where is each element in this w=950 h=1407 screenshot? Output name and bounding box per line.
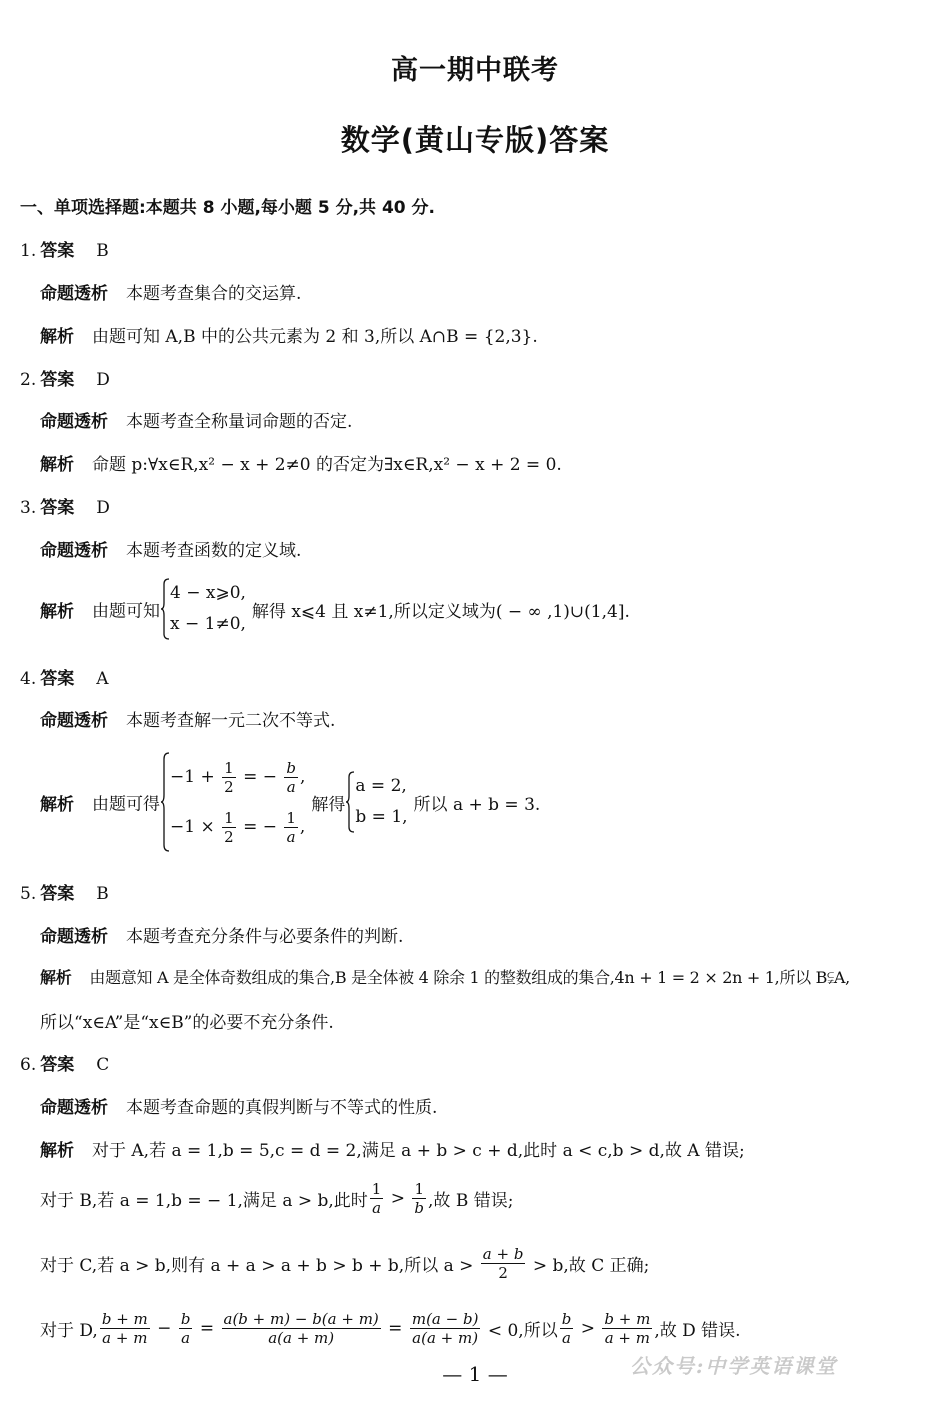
- answer-label: 答案: [40, 498, 75, 518]
- question-2-analysis: [40, 450, 562, 475]
- brace-icon: [160, 752, 170, 852]
- question-number: 3.: [20, 498, 37, 518]
- insight-text: 本题考查解一元二次不等式.: [126, 711, 336, 731]
- question-2-answer: [20, 365, 110, 390]
- fraction: $\frac{b + m}{a + m}$: [101, 1310, 148, 1347]
- question-6-insight: [40, 1093, 437, 1118]
- answer-label: 答案: [40, 241, 75, 261]
- fraction: $\frac{1}{a}$: [371, 1180, 382, 1217]
- analysis-text: 对于 A,若 a = 1,b = 5,c = d = 2,满足 a + b > c + d,此时 a < c,b > d,故 A 错误;: [92, 1141, 745, 1161]
- analysis-suffix: 解得 x⩽4 且 x≠1,所以定义域为( − ∞ ,1)∪(1,4].: [251, 601, 630, 622]
- insight-text: 本题考查函数的定义域.: [126, 541, 302, 561]
- equation-system: [160, 578, 246, 640]
- question-5-analysis: [40, 965, 850, 988]
- analysis-label: 解析: [40, 1141, 74, 1161]
- fraction: $\frac{a + b}{2}$: [482, 1245, 524, 1282]
- fraction: $\frac{b}{a}$: [286, 759, 296, 796]
- analysis-text: 命题 p:∀x∈R,x² − x + 2≠0 的否定为∃x∈R,x² − x + 2 = 0.: [92, 455, 562, 475]
- system-row: a = 2,: [355, 776, 407, 796]
- insight-text: 本题考查命题的真假判断与不等式的性质.: [126, 1098, 438, 1118]
- question-5-answer: [20, 879, 109, 904]
- fraction: $\frac{1}{2}$: [224, 759, 234, 796]
- insight-label: 命题透析: [40, 1098, 108, 1118]
- answer-label: 答案: [40, 669, 75, 689]
- system-row: −1 + $\frac{1}{2}$ = − $\frac{b}{a}$ ,: [170, 759, 306, 796]
- system-row: −1 × $\frac{1}{2}$ = − $\frac{1}{a}$ ,: [170, 809, 306, 846]
- page-subtitle: 数学(黄山专版)答案: [340, 123, 610, 157]
- equation-system: [345, 771, 407, 833]
- question-5-insight: [40, 922, 403, 947]
- question-1-analysis: [40, 322, 538, 347]
- fraction: $\frac{a(b + m) - b(a + m)}{a(a + m)}$: [223, 1310, 379, 1347]
- analysis-prefix: 由题可知: [92, 601, 160, 622]
- option-b-line: 对于 B,若 a = 1,b = − 1,满足 a > b,此时 $\frac{1}{a}$ > $\frac{1}{b}$ ,故 B 错误;: [40, 1180, 514, 1217]
- answer-value: A: [96, 669, 109, 689]
- section-heading: 一、单项选择题:本题共 8 小题,每小题 5 分,共 40 分.: [20, 198, 435, 218]
- equation-system: [160, 752, 305, 852]
- analysis-label: 解析: [40, 455, 74, 475]
- option-d-line: 对于 D, $\frac{b + m}{a + m}$ − $\frac{b}{a}$ = $\frac{a(b + m) - b(a + m)}{a(a + m)}$ = $\frac{m(a - b)}{a(a + m)}$ < 0,所以 $\frac{b}{a}$ > $\frac{b + m}{a + m}$ ,故 D 错误.: [40, 1310, 741, 1347]
- answer-value: C: [96, 1055, 110, 1075]
- question-3-answer: [20, 493, 110, 518]
- analysis-label: 解析: [40, 968, 72, 987]
- question-number: 4.: [20, 669, 37, 689]
- answer-value: B: [96, 241, 109, 261]
- answer-value: D: [96, 370, 110, 390]
- question-number: 1.: [20, 241, 37, 261]
- fraction: $\frac{b}{a}$: [180, 1310, 191, 1347]
- fraction: $\frac{b}{a}$: [561, 1310, 572, 1347]
- question-4-analysis: [40, 752, 540, 852]
- answer-label: 答案: [40, 370, 75, 390]
- analysis-prefix: 由题可得: [92, 794, 160, 815]
- analysis-label: 解析: [40, 794, 74, 815]
- system-row: x − 1≠0,: [170, 614, 246, 634]
- system-row: b = 1,: [355, 807, 408, 827]
- question-1-answer: [20, 236, 109, 261]
- question-5-analysis-continued: 所以“x∈A”是“x∈B”的必要不充分条件.: [40, 1013, 334, 1033]
- question-number: 6.: [20, 1055, 37, 1075]
- analysis-label: 解析: [40, 327, 74, 347]
- analysis-suffix: 所以 a + b = 3.: [413, 794, 541, 815]
- watermark: 公众号:中学英语课堂: [630, 1354, 838, 1378]
- question-number: 5.: [20, 884, 37, 904]
- insight-label: 命题透析: [40, 927, 108, 947]
- question-6-analysis: [40, 1136, 745, 1161]
- question-6-answer: [20, 1050, 109, 1075]
- question-3-insight: [40, 536, 301, 561]
- fraction: $\frac{m(a - b)}{a(a + m)}$: [411, 1310, 479, 1347]
- fraction: $\frac{1}{2}$: [224, 809, 234, 846]
- answer-value: B: [96, 884, 109, 904]
- analysis-mid: 解得: [311, 794, 346, 815]
- page-title: 高一期中联考: [391, 55, 559, 86]
- answer-label: 答案: [40, 1055, 75, 1075]
- analysis-text: 由题意知 A 是全体奇数组成的集合,B 是全体被 4 除余 1 的整数组成的集合,4n + 1 = 2 × 2n + 1,所以 B⫋A,: [89, 968, 850, 987]
- question-1-insight: [40, 279, 301, 304]
- insight-label: 命题透析: [40, 412, 108, 432]
- insight-text: 本题考查全称量词命题的否定.: [126, 412, 353, 432]
- insight-text: 本题考查充分条件与必要条件的判断.: [126, 927, 404, 947]
- page-number: — 1 —: [442, 1362, 508, 1386]
- analysis-text: 由题可知 A,B 中的公共元素为 2 和 3,所以 A∩B = {2,3}.: [92, 327, 538, 347]
- insight-label: 命题透析: [40, 284, 108, 304]
- question-4-insight: [40, 706, 335, 731]
- fraction: $\frac{1}{b}$: [414, 1180, 425, 1217]
- answer-label: 答案: [40, 884, 75, 904]
- answer-value: D: [96, 498, 110, 518]
- fraction: $\frac{b + m}{a + m}$: [604, 1310, 651, 1347]
- option-c-line: 对于 C,若 a > b,则有 a + a > a + b > b + b,所以 a > $\frac{a + b}{2}$ > b,故 C 正确;: [40, 1245, 650, 1282]
- insight-label: 命题透析: [40, 711, 108, 731]
- analysis-label: 解析: [40, 601, 74, 622]
- insight-text: 本题考查集合的交运算.: [126, 284, 302, 304]
- fraction: $\frac{1}{a}$: [286, 809, 296, 846]
- question-2-insight: [40, 407, 352, 432]
- question-3-analysis: [40, 578, 630, 640]
- question-4-answer: [20, 664, 109, 689]
- system-row: 4 − x⩾0,: [170, 583, 246, 603]
- brace-icon: [345, 771, 355, 833]
- question-number: 2.: [20, 370, 37, 390]
- insight-label: 命题透析: [40, 541, 108, 561]
- brace-icon: [160, 578, 170, 640]
